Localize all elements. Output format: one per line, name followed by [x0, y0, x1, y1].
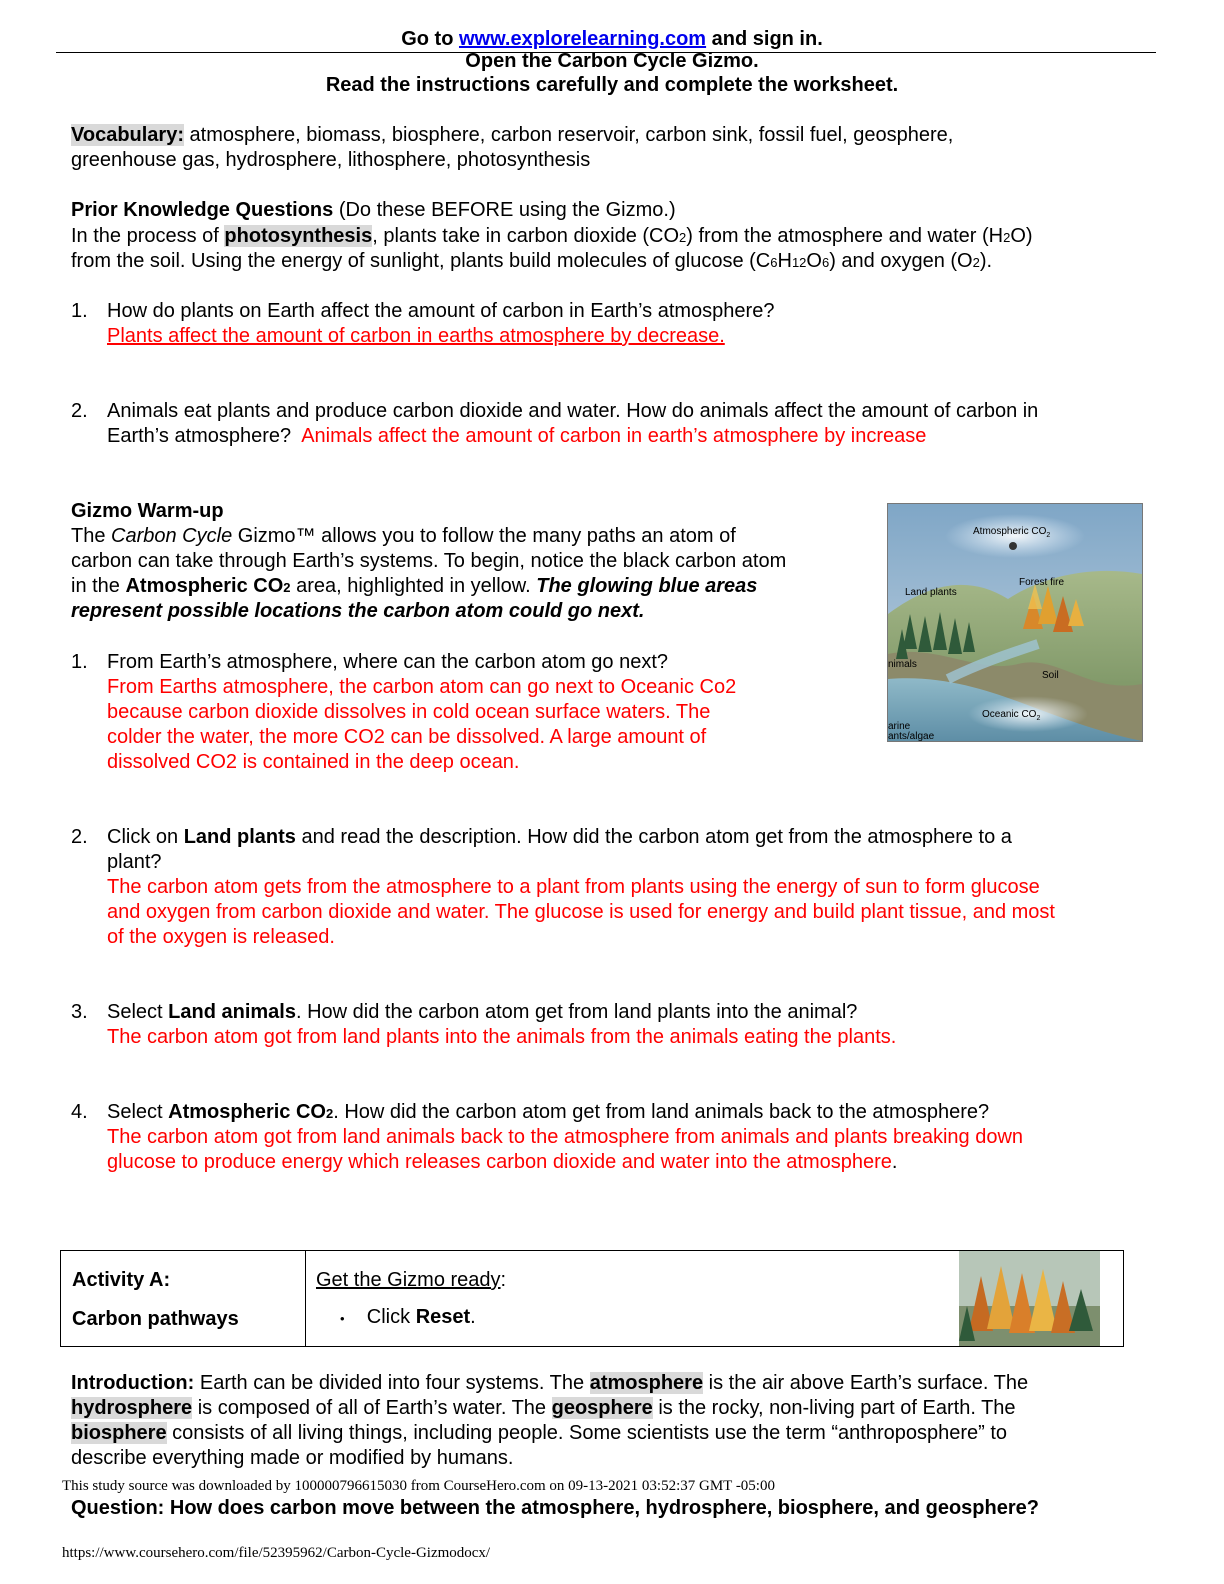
reset-button-label[interactable]: Reset — [415, 1306, 471, 1328]
warmup-q4-num: 4. — [71, 1101, 88, 1123]
warmup-a2-line-3: of the oxygen is released. — [107, 926, 335, 948]
prior-q2-line-2: Earth’s atmosphere? Animals affect the amount of carbon in earth’s atmosphere by increase — [107, 425, 927, 447]
activity-title: Activity A: — [72, 1269, 171, 1291]
activity-image-cell — [959, 1251, 1124, 1347]
vocab-line-2: greenhouse gas, hydrosphere, lithosphere, photosynthesis — [71, 149, 591, 171]
prior-a1: Plants affect the amount of carbon in earths atmosphere by decrease. — [107, 325, 725, 347]
warmup-a1-line-2: because carbon dioxide dissolves in cold ocean surface waters. The — [107, 701, 711, 723]
gizmo-ready: Get the Gizmo ready: — [316, 1269, 507, 1291]
prior-a2: Animals affect the amount of carbon in earth’s atmosphere by increase — [301, 425, 927, 447]
warmup-line-1: The Carbon Cycle Gizmo™ allows you to follow the many paths an atom of — [71, 525, 736, 547]
intro-line-2: hydrosphere is composed of all of Earth’s water. The geosphere is the rocky, non-living part of Earth. The — [71, 1397, 1016, 1419]
warmup-a1-line-1: From Earths atmosphere, the carbon atom can go next to Oceanic Co2 — [107, 676, 737, 698]
carbon-cycle-figure — [887, 503, 1143, 742]
header-sign-in: and sign in. — [706, 28, 823, 50]
reset-instruction: • Click Reset. — [340, 1306, 476, 1328]
warmup-q2-num: 2. — [71, 826, 88, 848]
vocab-label: Vocabulary: — [71, 124, 184, 146]
warmup-q4: Select Atmospheric CO2. How did the carbon atom get from land animals back to the atmosphere? — [107, 1101, 990, 1123]
term-biosphere: biosphere — [71, 1422, 167, 1444]
warmup-a4-line-2: glucose to produce energy which releases carbon dioxide and water into the atmosphere. — [107, 1151, 898, 1173]
warmup-title: Gizmo Warm-up — [71, 500, 224, 522]
warmup-line-2: carbon can take through Earth’s systems. To begin, notice the black carbon atom — [71, 550, 787, 572]
carbon-cycle-illustration — [888, 504, 1142, 741]
prior-q1: How do plants on Earth affect the amount of carbon in Earth’s atmosphere? — [107, 300, 775, 322]
term-hydrosphere: hydrosphere — [71, 1397, 193, 1419]
warmup-a4-line-1: The carbon atom got from land animals back to the atmosphere from animals and plants breaking down — [107, 1126, 1024, 1148]
prior-title-line — [71, 198, 676, 223]
warmup-q1: From Earth’s atmosphere, where can the carbon atom go next? — [107, 651, 669, 673]
term-atmosphere: atmosphere — [589, 1372, 704, 1394]
label-atmospheric-co2[interactable]: Atmospheric $CO_2$ — [973, 526, 1051, 539]
term-geosphere: geosphere — [551, 1397, 653, 1419]
warmup-q3-num: 3. — [71, 1001, 88, 1023]
activity-subtitle: Carbon pathways — [72, 1308, 239, 1330]
label-forest-fire[interactable]: Forest fire — [1019, 577, 1065, 588]
warmup-q1-num: 1. — [71, 651, 88, 673]
label-oceanic-co2[interactable]: Oceanic $CO_2$ — [982, 709, 1041, 722]
coursehero-url[interactable]: https://www.coursehero.com/file/52395962/Carbon-Cycle-Gizmodocx/ — [62, 1545, 491, 1561]
warmup-q2-line-2: plant? — [107, 851, 162, 873]
explorelearning-link[interactable]: www.explorelearning.com — [458, 28, 707, 50]
warmup-a3: The carbon atom got from land plants into the animals from the animals eating the plants. — [107, 1026, 897, 1048]
warmup-q2-line-1: Click on Land plants and read the description. How did the carbon atom get from the atmosphere to a — [107, 826, 1012, 848]
warmup-a1-line-3: colder the water, the more CO2 can be dissolved. A large amount of — [107, 726, 707, 748]
download-source-note: This study source was downloaded by 100000796615030 from CourseHero.com on 09-13-2021 03:52:37 GMT -05:00 — [62, 1478, 775, 1494]
label-land-animals[interactable]: nimals — [888, 659, 917, 670]
activity-title-cell — [61, 1251, 306, 1347]
header-read: Read the instructions carefully and complete the worksheet. — [325, 74, 899, 96]
warmup-a1-line-4: dissolved CO2 is contained in the deep ocean. — [107, 751, 520, 773]
intro-line-1: Introduction: Earth can be divided into four systems. The atmosphere is the air above Earth’s surface. The — [71, 1372, 1029, 1394]
header-go-to: Go to — [401, 28, 459, 50]
carbon-atom — [1009, 542, 1017, 550]
intro-line-3: biosphere consists of all living things, including people. Some scientists use the term “anthroposphere” to — [71, 1422, 1008, 1444]
activity-table — [60, 1250, 1124, 1347]
header-open: Open the Carbon Cycle Gizmo. — [465, 50, 759, 72]
prior-title: Prior Knowledge Questions — [71, 199, 334, 221]
warmup-line-4: represent possible locations the carbon atom could go next. — [71, 600, 645, 622]
prior-q2-line-1: Animals eat plants and produce carbon dioxide and water. How do animals affect the amount of carbon in — [107, 400, 1039, 422]
label-marine-plants[interactable]: arine ants/algae — [888, 721, 935, 742]
prior-para-1: In the process of photosynthesis, plants take in carbon dioxide (CO2) from the atmosphere and water (H2O) — [71, 225, 1033, 247]
prior-para-2: from the soil. Using the energy of sunlight, plants build molecules of glucose (C6H12O6) and oxygen (O2). — [71, 250, 993, 272]
forest-fire-image — [959, 1251, 1100, 1346]
main-question: Question: How does carbon move between the atmosphere, hydrosphere, biosphere, and geosphere? — [71, 1497, 1039, 1519]
intro-line-4: describe everything made or modified by humans. — [71, 1447, 514, 1469]
vocab-line-1 — [71, 123, 953, 148]
warmup-a2-line-1: The carbon atom gets from the atmosphere to a plant from plants using the energy of sun to form glucose — [107, 876, 1040, 898]
prior-note: (Do these BEFORE using the Gizmo.) — [333, 199, 676, 221]
warmup-line-3: in the Atmospheric CO2 area, highlighted in yellow. The glowing blue areas — [71, 575, 758, 597]
header-line-1 — [0, 28, 1224, 51]
warmup-a2-line-2: and oxygen from carbon dioxide and water. The glucose is used for energy and build plant tissue, and most — [107, 901, 1055, 923]
warmup-q3: Select Land animals. How did the carbon atom get from land plants into the animal? — [107, 1001, 858, 1023]
term-photosynthesis: photosynthesis — [224, 225, 373, 247]
vocab-terms-1: atmosphere, biomass, biosphere, carbon reservoir, carbon sink, fossil fuel, geosphere, — [184, 124, 954, 146]
activity-instructions-cell — [306, 1251, 960, 1347]
label-soil[interactable]: Soil — [1042, 670, 1059, 681]
label-land-plants[interactable]: Land plants — [905, 587, 957, 598]
prior-q1-num: 1. — [71, 300, 88, 322]
prior-q2-num: 2. — [71, 400, 88, 422]
